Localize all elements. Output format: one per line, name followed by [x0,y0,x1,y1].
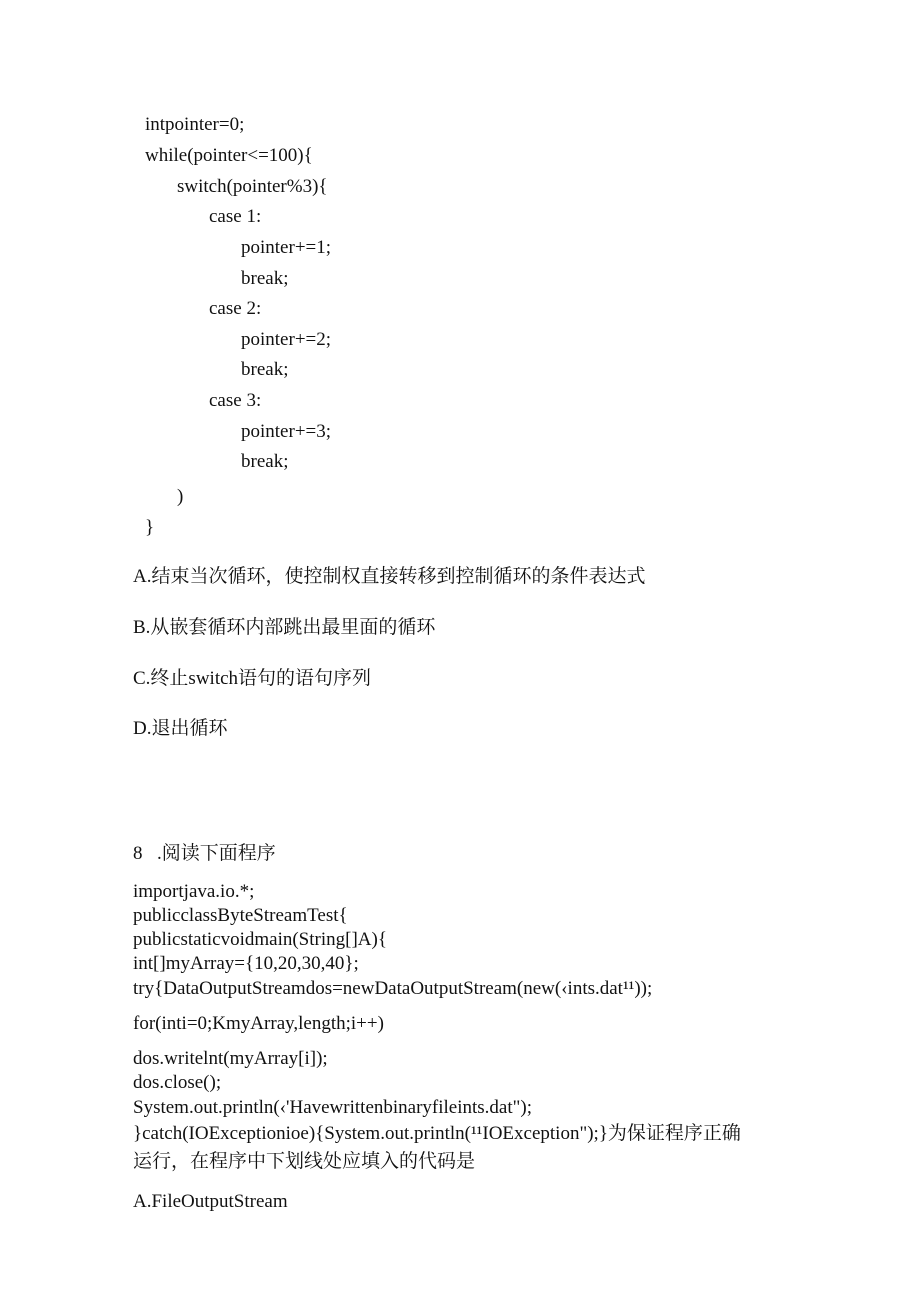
code-line: pointer+=2; [241,329,332,350]
code-line: while(pointer<=100){ [145,145,313,166]
code-line: intpointer=0; [145,114,245,135]
code-line: int[]myArray={10,20,30,40}; [133,953,359,974]
option-b: B.从嵌套循环内部跳出最里面的循环 [133,617,436,638]
question-title: .阅读下面程序 [157,843,276,864]
code-line: }catch(IOExceptionioe){System.out.println(¹¹IOException");}为保证程序正确 [133,1123,741,1144]
code-line: for(inti=0;KmyArray,length;i++) [133,1013,384,1034]
option-a: A.结束当次循环，使控制权直接转移到控制循环的条件表达式 [133,566,646,587]
code-line: dos.writelnt(myArray[i]); [133,1048,328,1069]
code-line: try{DataOutputStreamdos=newDataOutputStream(new(‹ints.dat¹¹)); [133,978,653,999]
question-stem: 运行，在程序中下划线处应填入的代码是 [133,1151,476,1172]
option-c: C.终止switch语句的语句序列 [133,668,372,689]
code-line: break; [241,359,289,380]
code-line: publicclassByteStreamTest{ [133,905,348,926]
code-line: System.out.println(‹'Havewrittenbinaryfileints.dat"); [133,1097,533,1118]
code-line: } [145,517,155,538]
question-number: 8 [133,843,143,864]
code-line: pointer+=3; [241,421,332,442]
code-line: case 1: [209,206,262,227]
code-line: importjava.io.*; [133,881,255,902]
option-a: A.FileOutputStream [133,1191,288,1212]
code-line: switch(pointer%3){ [177,176,328,197]
code-line: pointer+=1; [241,237,332,258]
code-line: case 3: [209,390,262,411]
code-line: case 2: [209,298,262,319]
code-line: ) [177,486,184,507]
code-line: publicstaticvoidmain(String[]A){ [133,929,387,950]
code-line: dos.close(); [133,1072,222,1093]
option-d: D.退出循环 [133,718,228,739]
code-line: break; [241,268,289,289]
code-line: break; [241,451,289,472]
